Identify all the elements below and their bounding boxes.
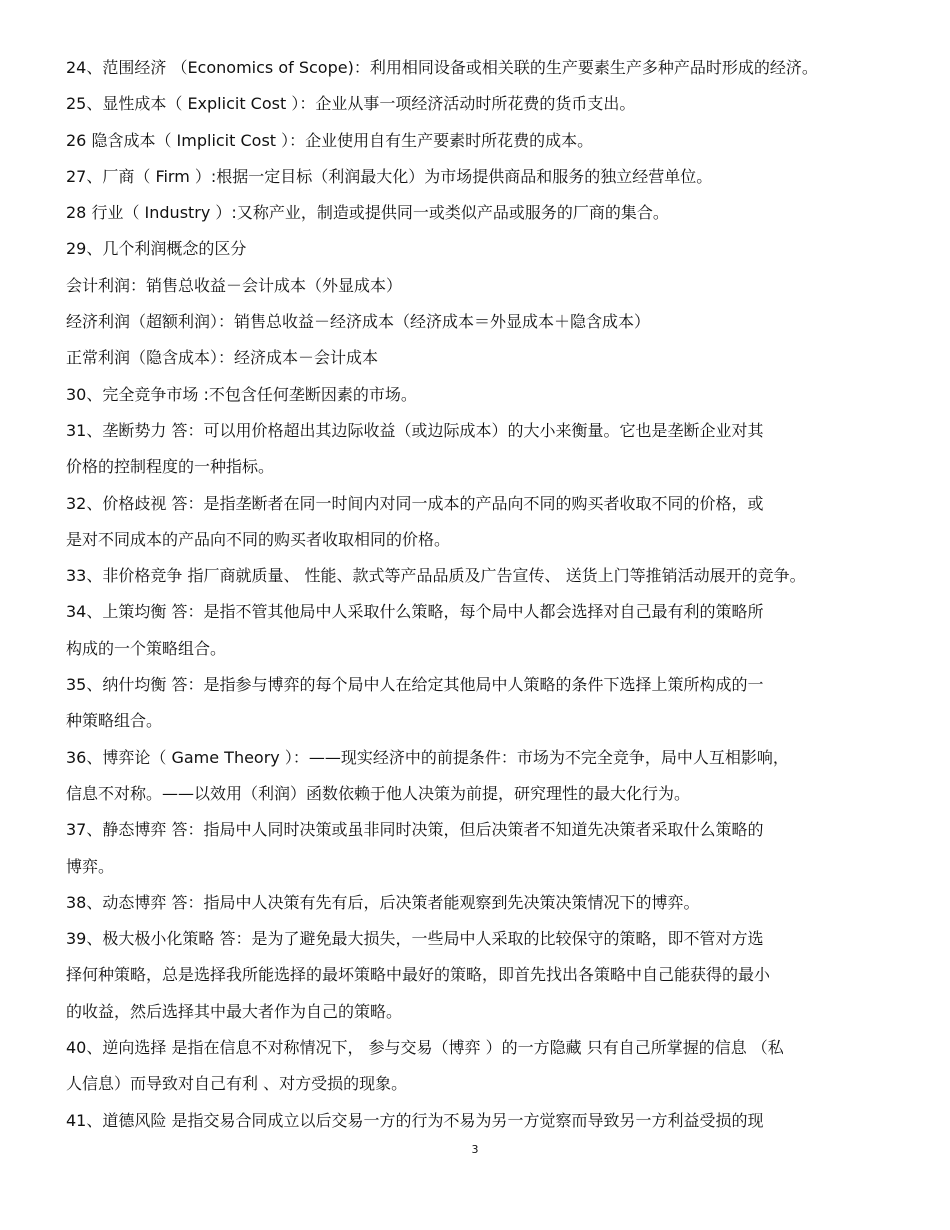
text-line: 34、上策均衡 答：是指不管其他局中人采取什么策略，每个局中人都会选择对自己最有利的策略所 bbox=[66, 602, 764, 622]
text-line: 31、垄断势力 答：可以用价格超出其边际收益（或边际成本）的大小来衡量。它也是垄断企业对其 bbox=[66, 420, 764, 440]
text-line: 36、博弈论（ Game Theory ）：——现实经济中的前提条件：市场为不完全竞争，局中人互相影响， bbox=[66, 747, 789, 767]
text-line: 38、动态博弈 答：指局中人决策有先有后，后决策者能观察到先决策决策情况下的博弈。 bbox=[66, 892, 700, 912]
text-line: 40、逆向选择 是指在信息不对称情况下， 参与交易（博弈 ）的一方隐藏 只有自己所掌握的信息 （私 bbox=[66, 1038, 784, 1058]
text-line: 28 行业（ Industry ）:又称产业，制造或提供同一或类似产品或服务的厂商的集合。 bbox=[66, 203, 669, 223]
text-line: 价格的控制程度的一种指标。 bbox=[66, 457, 275, 477]
page-number: 3 bbox=[471, 1143, 479, 1156]
text-line: 择何种策略，总是选择我所能选择的最坏策略中最好的策略，即首先找出各策略中自己能获得的最小 bbox=[66, 965, 771, 985]
text-line: 37、静态博弈 答：指局中人同时决策或虽非同时决策，但后决策者不知道先决策者采取什么策略的 bbox=[66, 820, 764, 840]
text-line: 种策略组合。 bbox=[66, 711, 163, 731]
text-line: 32、价格歧视 答：是指垄断者在同一时间内对同一成本的产品向不同的购买者收取不同的价格，或 bbox=[66, 493, 764, 513]
text-line: 构成的一个策略组合。 bbox=[66, 638, 227, 658]
text-line: 的收益，然后选择其中最大者作为自己的策略。 bbox=[66, 1001, 403, 1021]
text-line: 27、厂商（ Firm ）:根据一定目标（利润最大化）为市场提供商品和服务的独立经营单位。 bbox=[66, 166, 713, 186]
text-line: 39、极大极小化策略 答：是为了避免最大损失，一些局中人采取的比较保守的策略，即不管对方选 bbox=[66, 929, 764, 949]
text-line: 24、范围经济 （Economics of Scope)：利用相同设备或相关联的生产要素生产多种产品时形成的经济。 bbox=[66, 58, 818, 77]
document-body bbox=[66, 50, 896, 1139]
text-line: 30、完全竞争市场 :不包含任何垄断因素的市场。 bbox=[66, 384, 417, 404]
text-line: 会计利润：销售总收益－会计成本（外显成本） bbox=[66, 275, 403, 295]
text-line: 经济利润（超额利润）：销售总收益－经济成本（经济成本＝外显成本＋隐含成本） bbox=[66, 312, 651, 332]
text-line: 33、非价格竞争 指厂商就质量、 性能、款式等产品品质及广告宣传、 送货上门等推销活动展开的竞争。 bbox=[66, 566, 806, 586]
text-line: 人信息）而导致对自己有利 、对方受损的现象。 bbox=[66, 1074, 408, 1094]
text-line: 26 隐含成本（ Implicit Cost ）：企业使用自有生产要素时所花费的成本。 bbox=[66, 130, 594, 150]
text-line: 29、几个利润概念的区分 bbox=[66, 239, 247, 259]
text-line: 博弈。 bbox=[66, 856, 115, 876]
text-line: 35、纳什均衡 答：是指参与博弈的每个局中人在给定其他局中人策略的条件下选择上策所构成的一 bbox=[66, 675, 764, 695]
text-line: 25、显性成本（ Explicit Cost ）：企业从事一项经济活动时所花费的货币支出。 bbox=[66, 94, 636, 114]
text-line: 41、道德风险 是指交易合同成立以后交易一方的行为不易为另一方觉察而导致另一方利益受损的现 bbox=[66, 1110, 764, 1130]
text-line: 是对不同成本的产品向不同的购买者收取相同的价格。 bbox=[66, 529, 451, 549]
text-line: 正常利润（隐含成本）：经济成本－会计成本 bbox=[66, 348, 379, 368]
text-line: 信息不对称。——以效用（利润）函数依赖于他人决策为前提，研究理性的最大化行为。 bbox=[66, 783, 691, 803]
